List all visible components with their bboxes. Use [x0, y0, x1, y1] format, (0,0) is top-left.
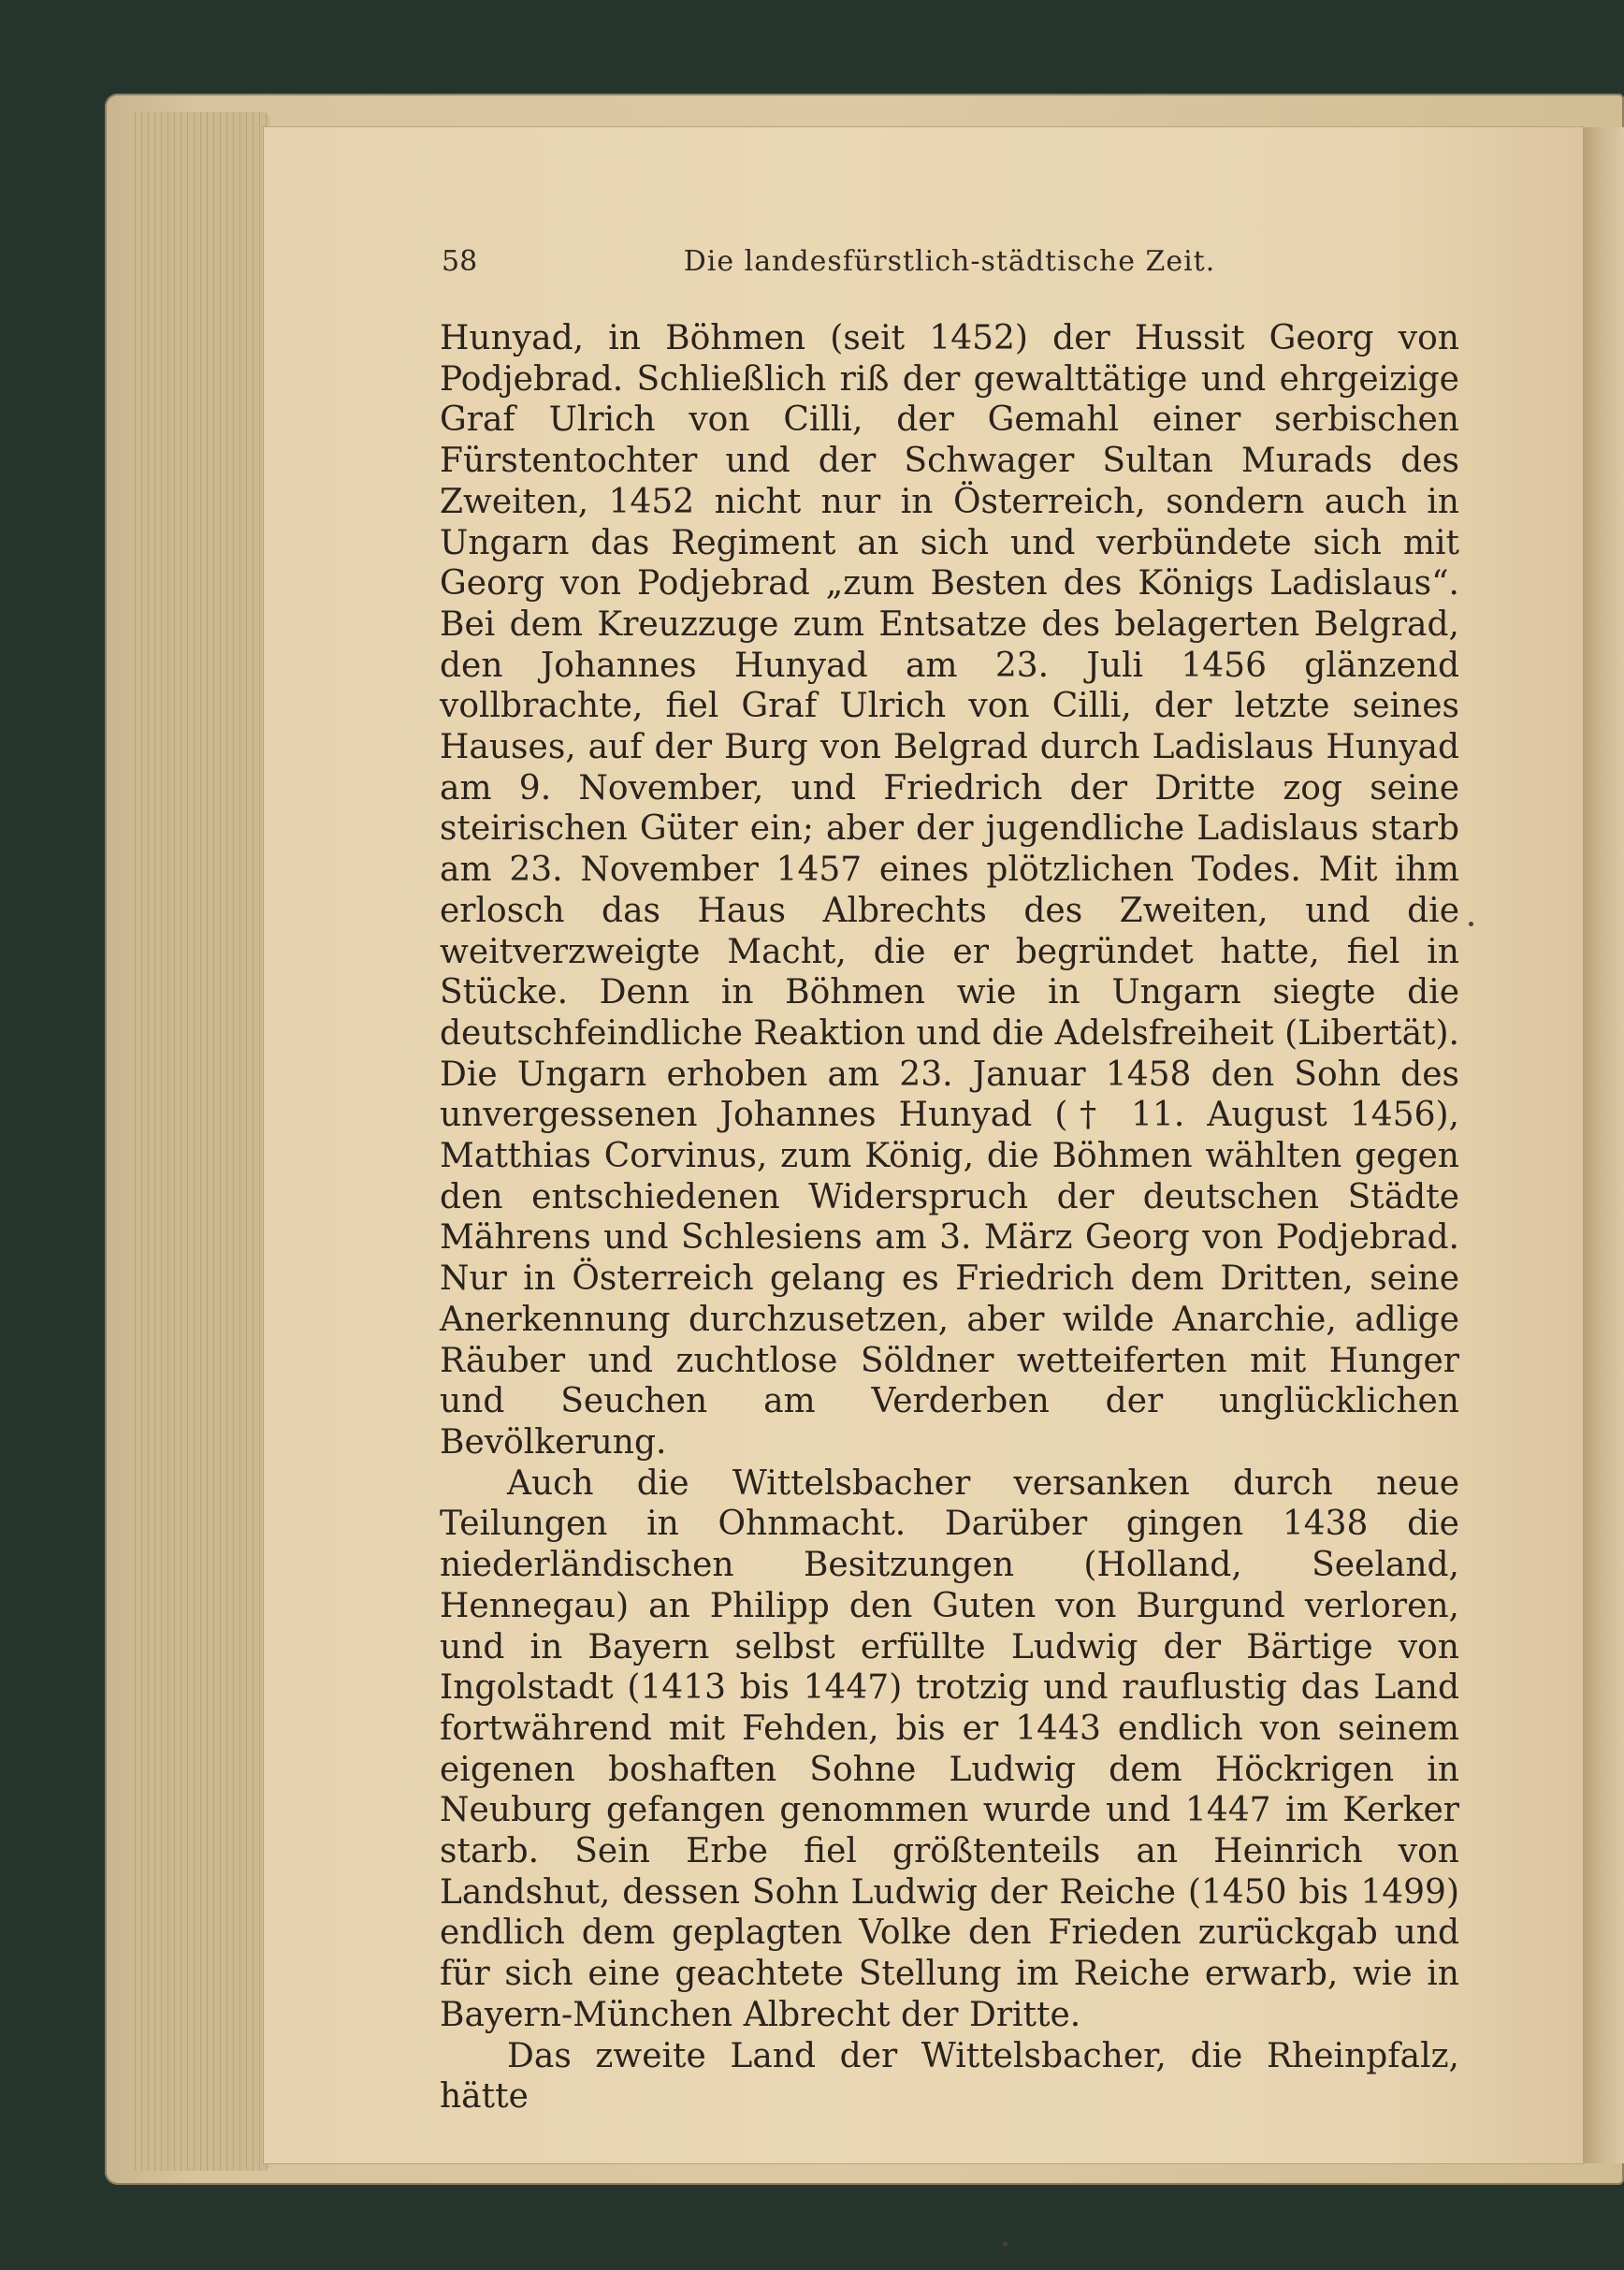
- page-header: [442, 245, 1457, 286]
- running-title: Die landesfürstlich-städtische Zeit.: [683, 245, 1216, 278]
- paper-speck: [1469, 922, 1473, 926]
- page-number: 58: [442, 245, 478, 278]
- paragraph: Auch die Wittelsbacher versanken durch neue Teilungen in Ohnmacht. Darüber gingen 1438 die niederländischen Besitzungen (Holland, Seeland, Hennegau) an Philipp den Guten von Burgund verloren, und in Bayern selbst erfüllte Ludwig der Bärtige von Ingolstadt (1413 bis 1447) trotzig und rauflustig das Land fortwährend mit Fehden, bis er 1443 endlich von seinem eigenen boshaften Sohne Ludwig dem Höckrigen in Neuburg gefangen genommen wurde und 1447 im Kerker starb. Sein Erbe fiel größtenteils an Heinrich von Landshut, dessen Sohn Ludwig der Reiche (1450 bis 1499) endlich dem geplagten Volke den Frieden zurückgab und für sich eine geachtete Stellung im Reiche erwarb, wie in Bayern-München Albrecht der Dritte.: [440, 1463, 1459, 2034]
- page-edges: [129, 112, 269, 2171]
- paper-speck: [1003, 2242, 1008, 2247]
- body-text: [440, 318, 1459, 2117]
- paragraph: Hunyad, in Böhmen (seit 1452) der Hussit Georg von Podjebrad. Schließlich riß der gewalttätige und ehrgeizige Graf Ulrich von Cilli, der Gemahl einer serbischen Fürstentochter und der Schwager Sultan Murads des Zweiten, 1452 nicht nur in Österreich, sondern auch in Ungarn das Regiment an sich und verbündete sich mit Georg von Podjebrad „zum Besten des Königs Ladislaus“. Bei dem Kreuzzuge zum Entsatze des belagerten Belgrad, den Johannes Hunyad am 23. Juli 1456 glänzend vollbrachte, fiel Graf Ulrich von Cilli, der letzte seines Hauses, auf der Burg von Belgrad durch Ladislaus Hunyad am 9. November, und Friedrich der Dritte zog seine steirischen Güter ein; aber der jugendliche Ladislaus starb am 23. November 1457 eines plötzlichen Todes. Mit ihm erlosch das Haus Albrechts des Zweiten, und die weitverzweigte Macht, die er begründet hatte, fiel in Stücke. Denn in Böhmen wie in Ungarn siegte die deutschfeindliche Reaktion und die Adelsfreiheit (Libertät). Die Ungarn erhoben am 23. Januar 1458 den Sohn des unvergessenen Johannes Hunyad († 11. August 1456), Matthias Corvinus, zum König, die Böhmen wählten gegen den entschiedenen Widerspruch der deutschen Städte Mährens und Schlesiens am 3. März Georg von Podjebrad. Nur in Österreich gelang es Friedrich dem Dritten, seine Anerkennung durchzusetzen, aber wilde Anarchie, adlige Räuber und zuchtlose Söldner wetteiferten mit Hunger und Seuchen am Verderben der unglücklichen Bevölkerung.: [440, 319, 1459, 1462]
- paragraph: Das zweite Land der Wittelsbacher, die Rheinpfalz, hätte: [440, 2036, 1459, 2117]
- book-gutter: [1583, 127, 1624, 2163]
